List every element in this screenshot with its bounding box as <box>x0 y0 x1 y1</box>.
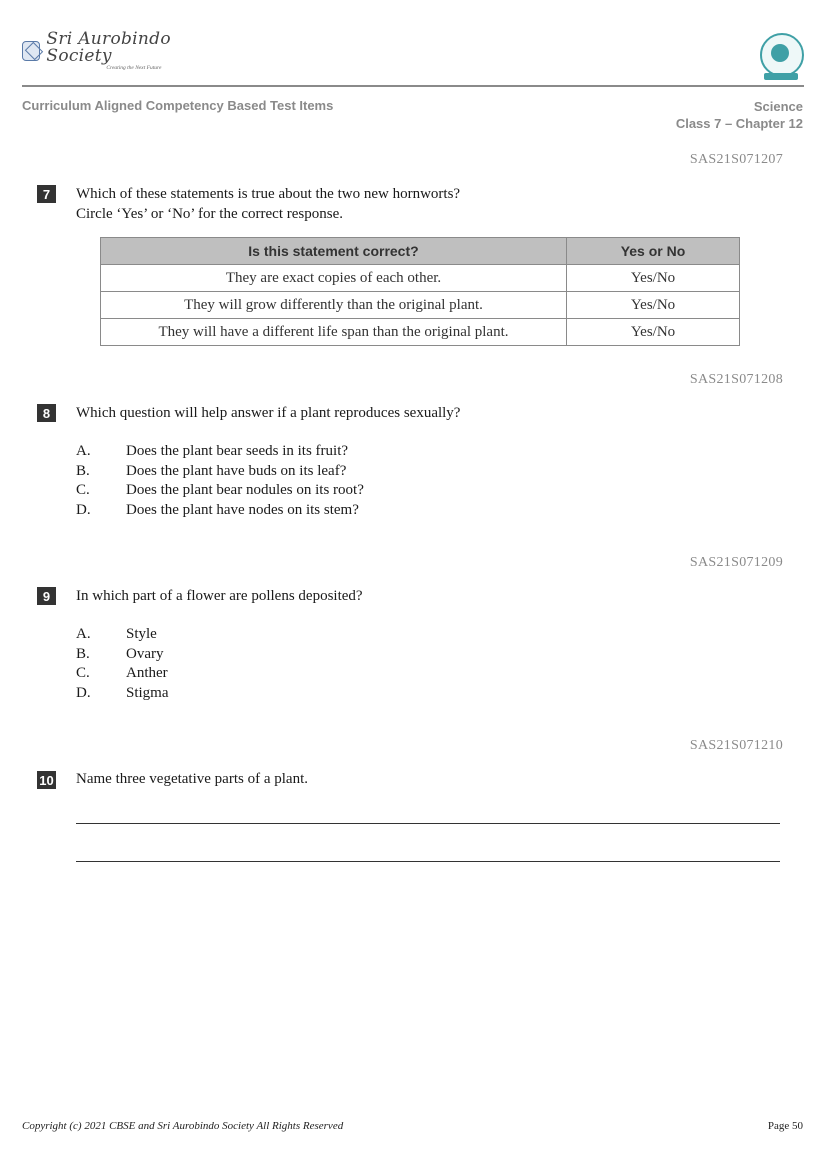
column-header: Yes or No <box>567 238 740 265</box>
option-letter: B. <box>76 645 90 662</box>
option-c[interactable] <box>76 664 169 684</box>
question-number-badge: 10 <box>37 771 56 789</box>
question-number-badge: 8 <box>37 404 56 422</box>
question-text: In which part of a flower are pollens deposited? <box>76 588 363 604</box>
option-a[interactable] <box>76 625 169 645</box>
question-code: SAS21S071208 <box>689 372 783 387</box>
question-code: SAS21S071209 <box>689 555 783 570</box>
answer-line[interactable] <box>76 861 780 862</box>
question-text: Which question will help answer if a plant reproduces sexually? <box>76 405 461 421</box>
option-text: Does the plant have nodes on its stem? <box>126 502 359 519</box>
option-letter: D. <box>76 502 91 519</box>
option-letter: C. <box>76 665 90 682</box>
statement-cell: They are exact copies of each other. <box>101 265 567 292</box>
statement-cell: They will grow differently than the original plant. <box>101 292 567 319</box>
column-header: Is this statement correct? <box>101 238 567 265</box>
option-d[interactable] <box>76 501 364 521</box>
question-text <box>76 184 460 224</box>
question-number-badge: 7 <box>37 185 56 203</box>
question-code: SAS21S071207 <box>689 152 783 167</box>
option-c[interactable] <box>76 481 364 501</box>
option-text: Does the plant bear nodules on its root? <box>126 482 364 499</box>
question-text: Name three vegetative parts of a plant. <box>76 771 308 787</box>
logo-name: Sri Aurobindo Society <box>46 28 171 66</box>
option-text: Stigma <box>126 685 169 702</box>
document-title: Curriculum Aligned Competency Based Test Items <box>22 98 334 113</box>
yes-no-cell[interactable]: Yes/No <box>567 265 740 292</box>
table-row <box>101 292 740 319</box>
yes-no-cell[interactable]: Yes/No <box>567 319 740 346</box>
society-emblem-icon <box>22 41 40 61</box>
option-letter: A. <box>76 443 91 459</box>
cbse-seal-icon <box>760 33 804 77</box>
option-text: Ovary <box>126 645 164 662</box>
yes-no-cell[interactable]: Yes/No <box>567 292 740 319</box>
option-letter: A. <box>76 626 91 642</box>
option-text: Does the plant bear seeds in its fruit? <box>126 443 349 459</box>
option-b[interactable] <box>76 462 364 482</box>
statement-table <box>100 237 740 346</box>
copyright-text: Copyright (c) 2021 CBSE and Sri Aurobindo Society All Rights Reserved <box>22 1120 344 1132</box>
page-number: Page 50 <box>767 1120 803 1132</box>
option-d[interactable] <box>76 684 169 704</box>
statement-cell: They will have a different life span than the original plant. <box>101 319 567 346</box>
option-a[interactable] <box>76 442 364 462</box>
table-row <box>101 265 740 292</box>
table-row <box>101 319 740 346</box>
question-instruction: Circle ‘Yes’ or ‘No’ for the correct response. <box>76 206 343 222</box>
table-header-row <box>101 238 740 265</box>
subject: Science <box>753 99 803 114</box>
option-text: Style <box>126 626 157 642</box>
option-text: Does the plant have buds on its leaf? <box>126 462 347 479</box>
question-code: SAS21S071210 <box>689 738 783 753</box>
cbse-logo <box>760 33 804 81</box>
subject-info <box>676 98 803 132</box>
question-number-badge: 9 <box>37 587 56 605</box>
option-b[interactable] <box>76 645 169 665</box>
header-divider <box>22 85 804 87</box>
options-list <box>76 442 364 521</box>
option-letter: D. <box>76 685 91 702</box>
question-text-line: Which of these statements is true about the two new hornworts? <box>76 186 461 202</box>
option-letter: B. <box>76 462 90 479</box>
class-chapter: Class 7 – Chapter 12 <box>675 116 803 131</box>
sri-aurobindo-society-logo <box>22 28 192 71</box>
option-text: Anther <box>126 665 168 682</box>
options-list <box>76 625 169 704</box>
option-letter: C. <box>76 482 90 499</box>
answer-line[interactable] <box>76 823 780 824</box>
logo-tagline: Creating the Next Future <box>106 64 162 71</box>
